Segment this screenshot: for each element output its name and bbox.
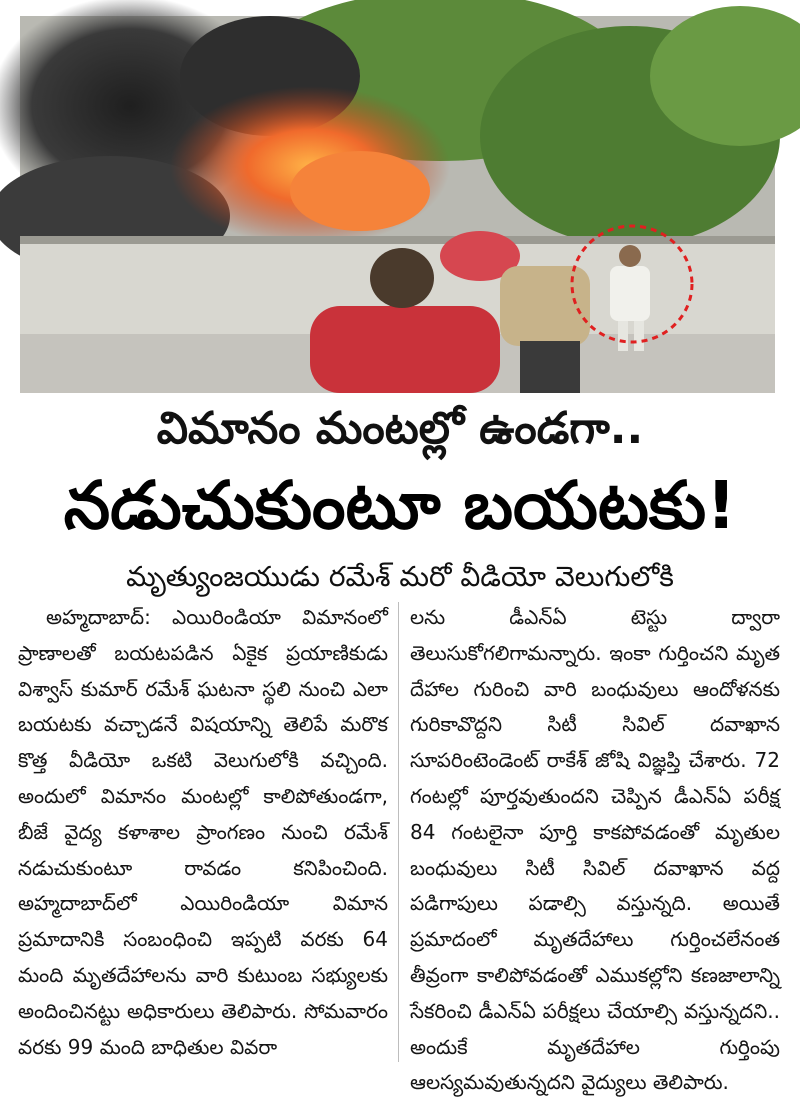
article-column-left <box>18 600 388 1075</box>
column-right-text: లను డీఎన్ఏ టెస్టు ద్వారా తెలుసుకోగలిగామన్నారు. ఇంకా గుర్తించని మృత దేహాల గురించి వారి బంధువులు ఆందోళనకు గురికావొద్దని సిటీ సివిల్ దవాఖాన సూపరింటెండెంట్ రాకేశ్ జోషి విజ్ఞప్తి చేశారు. 72 గంటల్లో పూర్తవుతుందని చెప్పిన డీఎన్ఏ పరీక్ష 84 గంటలైనా పూర్తి కాకపోవడంతో మృతుల బంధువులు సిటీ సివిల్ దవాఖాన వద్ద పడిగాపులు పడాల్సి వస్తున్నది. అయితే ప్రమాదంలో మృతదేహాలు గుర్తించలేనంత తీవ్రంగా కాలిపోవడంతో ఎముకల్లోని కణజాలాన్ని సేకరించి డీఎన్ఏ పరీక్షలు చేయాల్సి వస్తున్నదని.. అందుకే మృతదేహాల గుర్తింపు ఆలస్యమవుతున్నదని వైద్యులు తెలిపారు. <box>410 605 780 1095</box>
person-red-shirt <box>310 306 500 393</box>
photo-illustration <box>20 16 775 393</box>
column-left-text: అహ్మదాబాద్: ఎయిరిండియా విమానంలో ప్రాణాలతో బయటపడిన ఏకైక ప్రయాణికుడు విశ్వాస్ కుమార్ రమేశ్ ఘటనా స్థలి నుంచి ఎలా బయటకు వచ్చాడనే విషయాన్ని తెలిపే మరొక కొత్త వీడియో ఒకటి వెలుగులోకి వచ్చింది. అందులో విమానం మంటల్లో కాలిపోతుండగా, బీజే వైద్య కళాశాల ప్రాంగణం నుంచి రమేశ్ నడుచుకుంటూ రావడం కనిపించింది. అహ్మదాబాద్‌లో ఎయిరిండియా విమాన ప్రమాదానికి సంబంధించి ఇప్పటి వరకు 64 మంది మృతదేహాలను వారి కుటుంబ సభ్యులకు అందించినట్టు అధికారులు తెలిపారు. సోమవారం వరకు 99 మంది బాధితుల వివరా <box>18 605 388 1059</box>
article-column-right <box>410 600 780 1095</box>
walking-man <box>610 266 650 321</box>
news-photo <box>20 16 775 393</box>
subheadline: మృత్యుంజయుడు రమేశ్ మరో వీడియో వెలుగులోకి <box>126 560 674 593</box>
column-divider <box>398 602 399 1062</box>
headline-kicker: విమానం మంటల్లో ఉండగా.. <box>156 403 644 454</box>
headline-main: నడుచుకుంటూ బయటకు! <box>63 467 737 544</box>
